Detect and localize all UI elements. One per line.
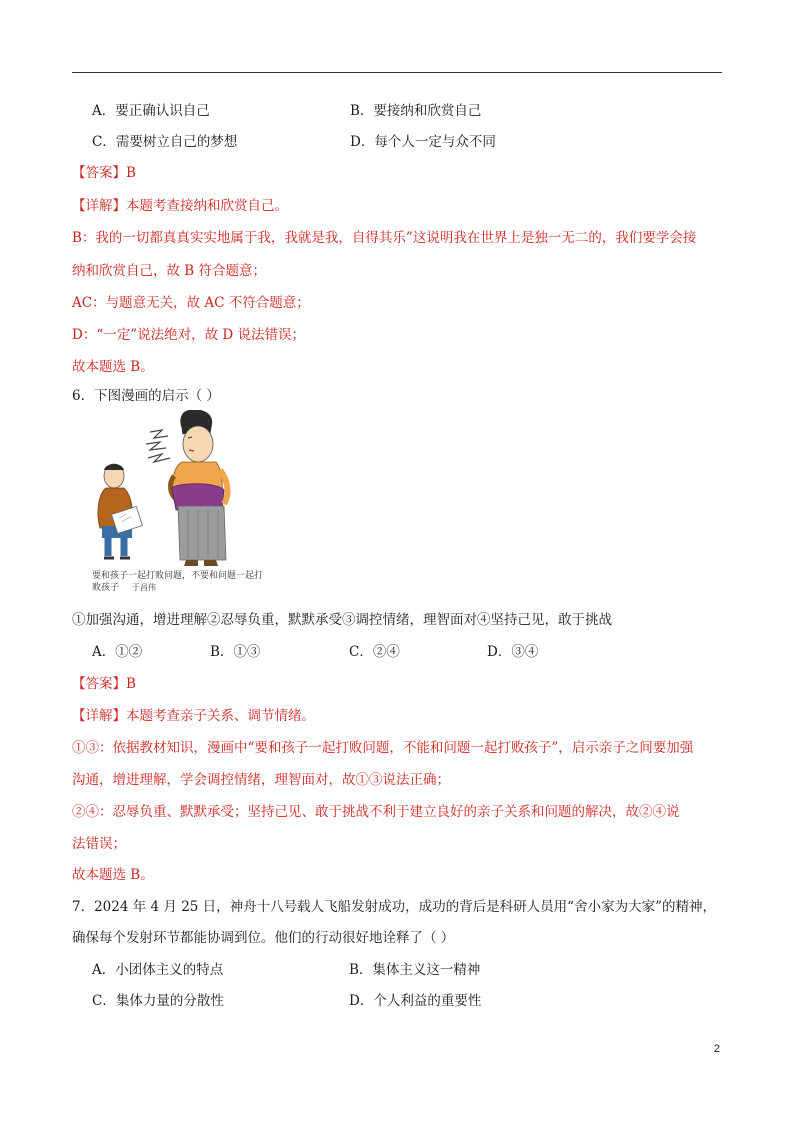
q7-option-d: D．个人利益的重要性 <box>349 993 482 1009</box>
q5-detail-line: D：“一定”说法绝对，故 D 说法错误； <box>72 327 306 343</box>
q6-detail-line: 沟通，增进理解，学会调控情绪，理智面对，故①③说法正确； <box>72 772 450 788</box>
page-number: 2 <box>713 1043 720 1055</box>
q6-stem: 6．下图漫画的启示（ ） <box>72 388 220 404</box>
cartoon-caption-line-2: 败孩子 <box>92 583 120 593</box>
q6-option-a: A．①② <box>92 644 143 660</box>
q5-detail-line: 故本题选 B。 <box>72 359 154 375</box>
q5-detail-line: AC：与题意无关，故 AC 不符合题意； <box>72 295 310 311</box>
q7-option-a: A．小团体主义的特点 <box>92 962 224 978</box>
mother-figure <box>171 410 228 566</box>
q7-stem-line-1: 7．2024 年 4 月 25 日，神舟十八号载人飞船发射成功，成功的背后是科研人员用“舍小家为大家”的精神， <box>72 899 716 915</box>
q5-option-d: D．每个人一定与众不同 <box>350 134 496 150</box>
q6-option-b: B．①③ <box>210 644 261 660</box>
q6-detail-line: ①③：依据教材知识，漫画中“要和孩子一起打败问题，不能和问题一起打败孩子”，启示亲子之间要加强 <box>72 740 694 756</box>
q5-detail-line: 纳和欣赏自己，故 B 符合题意； <box>72 263 267 279</box>
q5-option-b: B．要接纳和欣赏自己 <box>350 103 482 119</box>
q5-answer: 【答案】B <box>72 165 136 181</box>
q5-detail-line: 【详解】本题考查接纳和欣赏自己。 <box>72 198 288 214</box>
q6-detail-line: 【详解】本题考查亲子关系、调节情绪。 <box>72 708 315 724</box>
q5-option-c: C．需要树立自己的梦想 <box>92 134 238 150</box>
q7-option-c: C．集体力量的分散性 <box>92 993 224 1009</box>
q6-detail-line: 故本题选 B。 <box>72 867 154 883</box>
cartoon-author: 于昌伟 <box>132 583 156 592</box>
q5-option-a: A．要正确认识自己 <box>92 103 210 119</box>
q6-option-c: C．②④ <box>349 644 400 660</box>
q7-stem-line-2: 确保每个发射环节都能协调到位。他们的行动很好地诠释了（ ） <box>72 930 455 946</box>
q7-option-b: B．集体主义这一精神 <box>349 962 481 978</box>
q6-statements: ①加强沟通，增进理解②忍辱负重，默默承受③调控情绪，理智面对④坚持己见，敢于挑战 <box>72 612 612 628</box>
child-figure <box>98 464 142 558</box>
header-rule <box>72 72 722 73</box>
q5-detail-line: B：我的一切都真真实实地属于我，我就是我，自得其乐”这说明我在世界上是独一无二的，我们要学会接 <box>72 230 697 246</box>
q6-detail-line: 法错误； <box>72 836 126 852</box>
q6-answer: 【答案】B <box>72 676 136 692</box>
shout-lines <box>146 430 170 462</box>
parent-child-cartoon <box>88 410 286 594</box>
q6-detail-line: ②④：忍辱负重、默默承受；坚持己见、敢于挑战不利于建立良好的亲子关系和问题的解决，故②④说 <box>72 804 680 820</box>
cartoon-caption-line-1: 要和孩子一起打败问题，不要和问题一起打 <box>92 571 264 581</box>
q6-option-d: D．③④ <box>487 644 539 660</box>
